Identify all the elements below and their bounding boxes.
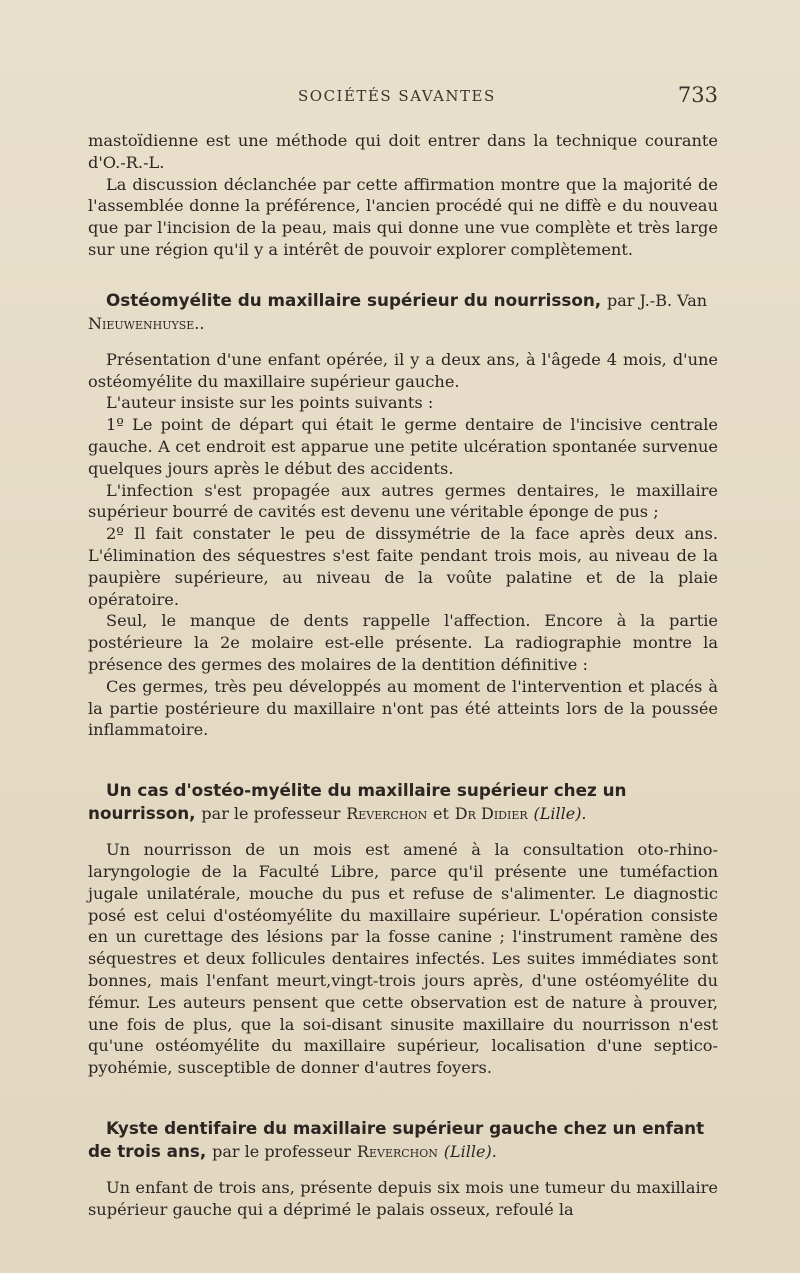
section-title: Ostéomyélite du maxillaire supérieur du nourrisson, (106, 289, 602, 310)
author-name: Reverchon (356, 1141, 438, 1161)
paragraph: Seul, le manque de dents rappelle l'affection. Encore à la partie postérieure la 2e molaire est-elle présente. La radiographie montre la présence des germes des molaires de la dentition définitive : (88, 611, 718, 674)
place-name: (Lille). (443, 1141, 497, 1161)
paragraph: mastoïdienne est une méthode qui doit entrer dans la technique courante d'O.-R.-L. (88, 131, 718, 172)
section-heading (88, 1117, 718, 1163)
section-byline: par le professeur (201, 804, 341, 824)
paragraph: L'auteur insiste sur les points suivants : (106, 393, 434, 413)
spacer (88, 825, 718, 839)
paragraph: Un nourrisson de un mois est amené à la consultation oto-rhino-laryngologie de la Faculté Libre, parce qu'il présente une tuméfaction jugale unilatérale, mouche du pus et refuse de s'alimenter. Le diagnostic posé est celui d'ostéomyélite du maxillaire supérieur. L'opération consiste en un curettage des lésions par la fosse canine ; l'instrument ramène des séquestres et deux follicules dentaires infectés. Les suites immédiates sont bonnes, mais l'enfant meurt,vingt-trois jours après, d'une ostéomyélite du fémur. Les auteurs pensent que cette observation est de nature à prouver, une fois de plus, que la soi-disant sinusite maxillaire du nourrisson n'est qu'une ostéomyélite du maxillaire supérieur, localisation d'une septico-pyohémie, susceptible de donner d'autres foyers. (88, 840, 718, 1078)
body-text (88, 130, 718, 1220)
section-heading (88, 779, 718, 825)
spacer (88, 335, 718, 349)
conjunction: et (433, 804, 449, 824)
section-byline: par J.-B. Van (607, 290, 708, 310)
running-title: SOCIÉTÉS SAVANTES (298, 87, 496, 105)
author-name: Nieuwenhuyse.. (88, 313, 205, 333)
paragraph: Un enfant de trois ans, présente depuis six mois une tumeur du maxillaire supérieur gauche qui a déprimé le palais osseux, refoulé la (88, 1177, 718, 1219)
paragraph: L'infection s'est propagée aux autres germes dentaires, le maxillaire supérieur bourré de cavités est devenu une véritable éponge de pus ; (88, 480, 718, 522)
page-number: 733 (677, 83, 718, 107)
section-title: Un cas d'ostéo-myélite du maxillaire supérieur chez un nourrisson, (88, 780, 627, 824)
author-name: Dr Didier (454, 804, 528, 824)
author-name: Reverchon (346, 804, 428, 824)
paragraph: La discussion déclanchée par cette affirmation montre que la majorité de l'assemblée donne la préférence, l'ancien procédé qui ne diffè e du nouveau que par l'incision de la peau, mais qui donne une vue complète et très large sur une région qu'il y a intérêt de pouvoir explorer complètement. (88, 174, 718, 259)
section-heading (88, 289, 718, 335)
paragraph: Présentation d'une enfant opérée, il y a deux ans, à l'âgede 4 mois, d'une ostéomyélite du maxillaire supérieur gauche. (88, 349, 718, 391)
paragraph: 2º Il fait constater le peu de dissymétrie de la face après deux ans. L'élimination des séquestres s'est faite pendant trois mois, au niveau de la paupière supérieure, au niveau de la voûte palatine et de la plaie opératoire. (88, 524, 718, 609)
section-byline: par le professeur (212, 1141, 352, 1161)
paragraph: Ces germes, très peu développés au moment de l'intervention et placés à la partie postérieure du maxillaire n'ont pas été atteints lors de la poussée inflammatoire. (88, 676, 718, 740)
section-title: Kyste dentifaire du maxillaire supérieur gauche chez un enfant de trois ans, (88, 1117, 705, 1161)
paragraph: 1º Le point de départ qui était le germe dentaire de l'incisive centrale gauche. A cet endroit est apparue une petite ulcération spontanée survenue quelques jours après le début des accidents. (88, 415, 718, 478)
spacer (88, 1163, 718, 1177)
running-header (88, 83, 718, 111)
place-name: (Lille). (533, 804, 587, 824)
